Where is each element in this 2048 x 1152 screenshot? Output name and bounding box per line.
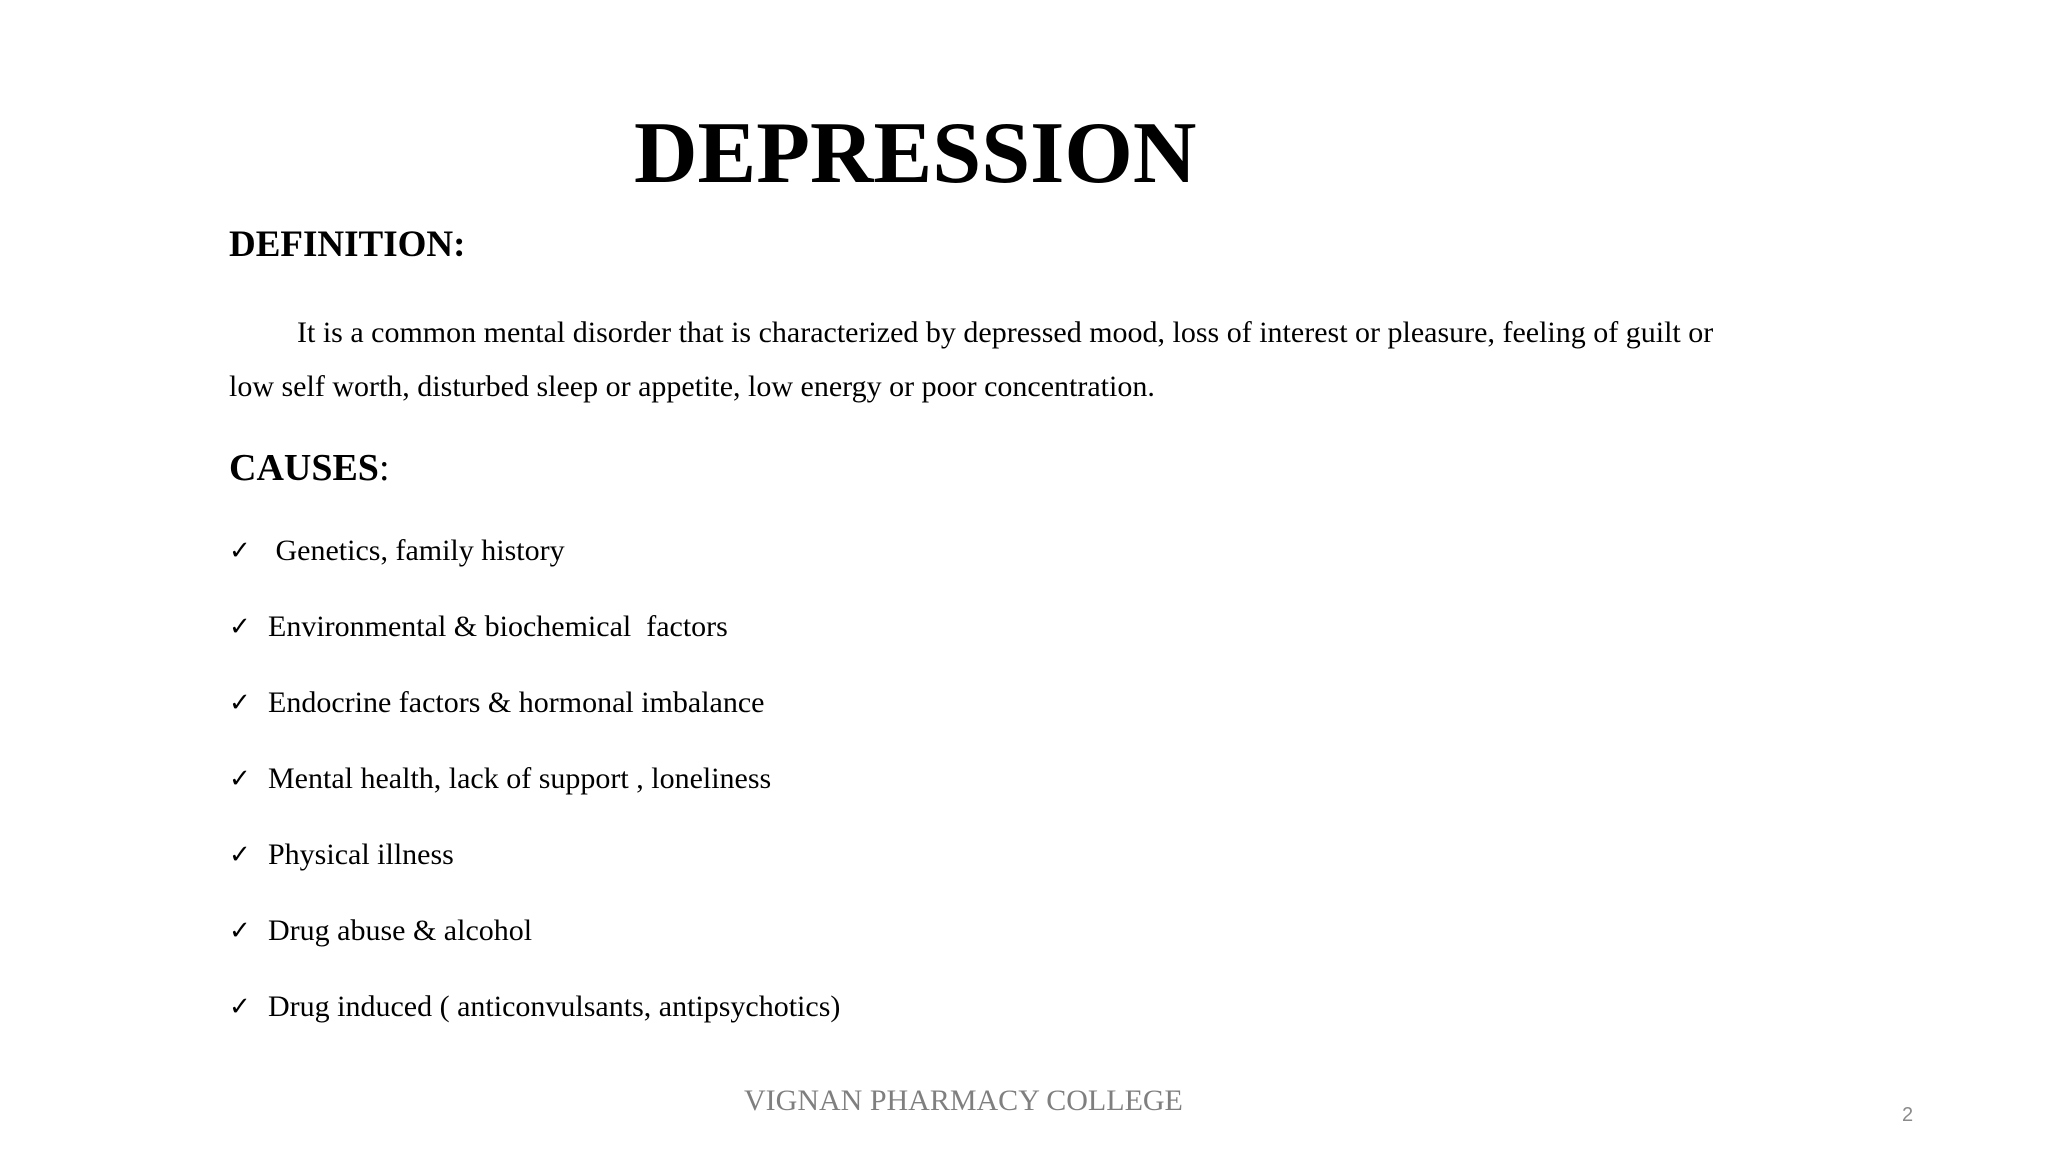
list-item [229,828,840,904]
cause-text: Physical illness [268,838,454,871]
definition-heading: DEFINITION: [229,224,466,265]
slide-title: DEPRESSION [634,105,1197,202]
checkmark-icon: ✓ [229,688,251,718]
cause-text: Drug induced ( anticonvulsants, antipsychotics) [268,990,841,1023]
footer-college-name: VIGNAN PHARMACY COLLEGE [744,1084,1183,1117]
definition-text: It is a common mental disorder that is characterized by depressed mood, loss of interest or pleasure, feeling of guilt or low self worth, disturbed sleep or appetite, low energy or poor concentration. [229,316,1714,403]
cause-text: Mental health, lack of support , loneliness [268,762,772,795]
cause-text: Genetics, family history [268,534,565,567]
checkmark-icon: ✓ [229,992,251,1022]
causes-heading-colon: : [378,447,390,489]
list-item [229,524,840,600]
cause-text: Endocrine factors & hormonal imbalance [268,686,765,719]
causes-heading [229,444,390,492]
causes-heading-label: CAUSES [229,447,379,489]
list-item [229,752,840,828]
list-item [229,600,840,676]
cause-text: Environmental & biochemical factors [268,610,728,643]
checkmark-icon: ✓ [229,764,251,794]
checkmark-icon: ✓ [229,536,251,566]
list-item [229,980,840,1056]
cause-text: Drug abuse & alcohol [268,914,533,947]
checkmark-icon: ✓ [229,916,251,946]
page-number: 2 [1902,1104,1914,1126]
causes-list [229,524,840,1056]
list-item [229,904,840,980]
checkmark-icon: ✓ [229,840,251,870]
list-item [229,676,840,752]
checkmark-icon: ✓ [229,612,251,642]
